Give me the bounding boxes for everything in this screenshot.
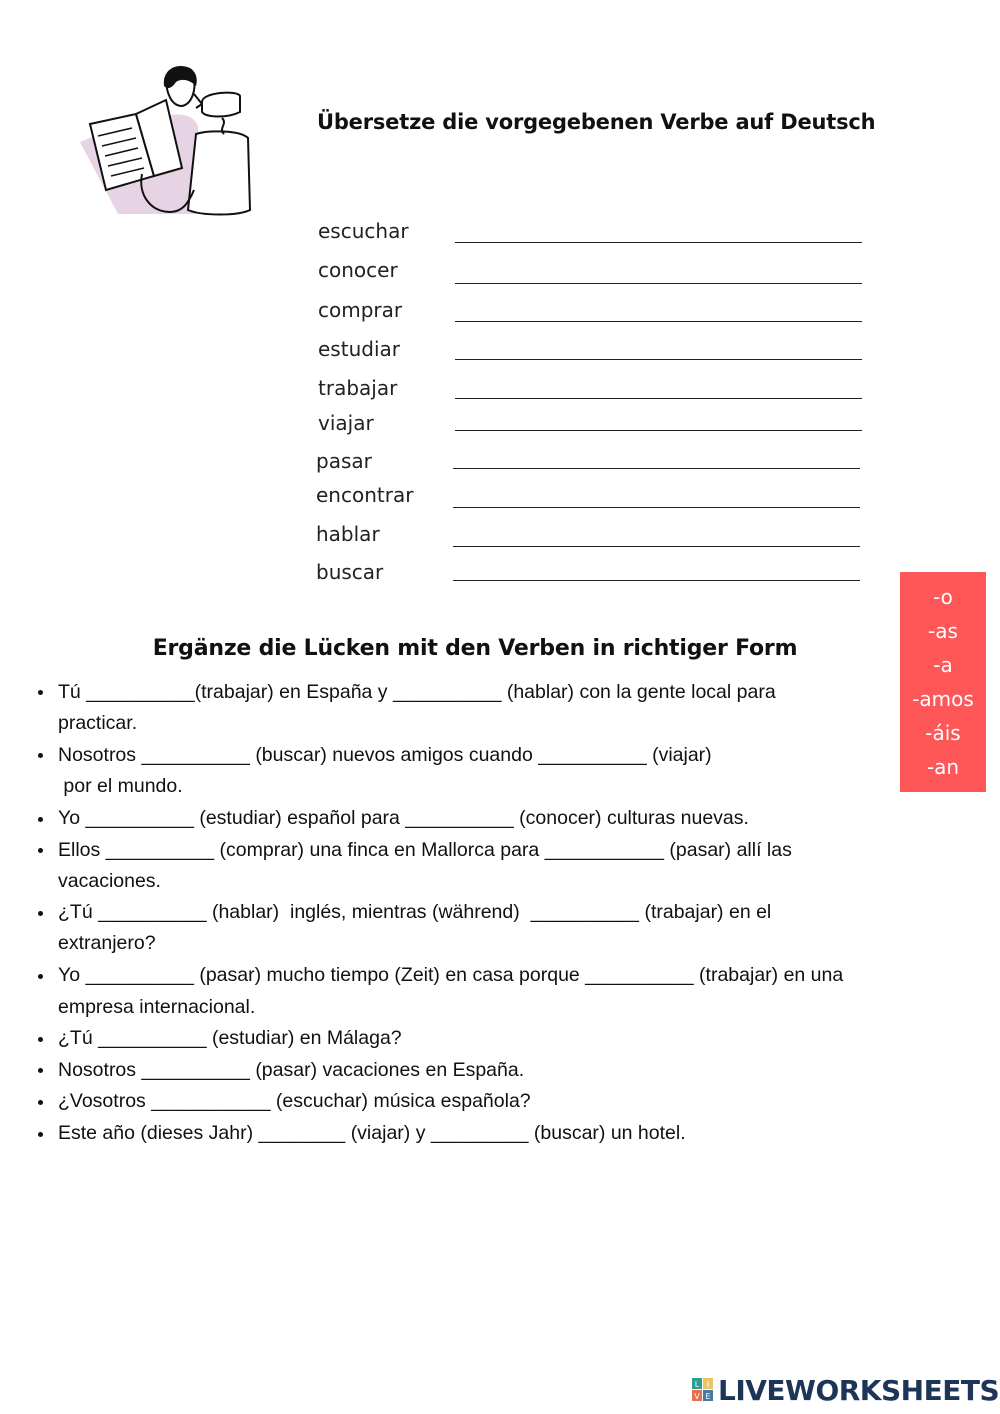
translation-input[interactable] bbox=[456, 214, 865, 242]
bullet-marker bbox=[38, 1100, 46, 1108]
bullet-marker bbox=[38, 1037, 46, 1045]
fill-gaps-section-title: Ergänze die Lücken mit den Verben in richtiger Form bbox=[152, 636, 798, 661]
translation-input[interactable] bbox=[454, 553, 863, 581]
verb-label: escuchar bbox=[318, 219, 409, 243]
exercise-line: Este año (dieses Jahr) ________ (viajar) y _________ (buscar) un hotel. bbox=[58, 1122, 686, 1144]
translation-input[interactable] bbox=[454, 479, 863, 507]
answer-line bbox=[453, 546, 860, 547]
verb-label: encontrar bbox=[316, 483, 414, 507]
ending-label: -áis bbox=[925, 721, 961, 745]
ending-label: -o bbox=[933, 585, 953, 609]
exercise-line: Yo __________ (estudiar) español para __________ (conocer) culturas nuevas. bbox=[58, 807, 749, 829]
ending-label: -a bbox=[933, 653, 953, 677]
exercise-line: Yo __________ (pasar) mucho tiempo (Zeit) en casa porque __________ (trabajar) en una bbox=[58, 964, 844, 986]
mark-letter: V bbox=[694, 1392, 700, 1401]
translation-input[interactable] bbox=[454, 441, 863, 469]
verb-label: buscar bbox=[316, 560, 384, 584]
liveworksheets-mark-icon bbox=[692, 1378, 714, 1402]
mark-letter: L bbox=[694, 1380, 700, 1389]
bullet-marker bbox=[38, 690, 46, 698]
verb-label: trabajar bbox=[318, 376, 398, 400]
exercise-line: ¿Tú __________ (estudiar) en Málaga? bbox=[58, 1027, 402, 1049]
bullet-marker bbox=[38, 1068, 46, 1076]
exercise-line: ¿Vosotros ___________ (escuchar) música española? bbox=[58, 1090, 531, 1112]
exercise-line: Nosotros __________ (pasar) vacaciones en España. bbox=[58, 1059, 525, 1081]
exercise-line: por el mundo. bbox=[58, 775, 183, 797]
answer-line bbox=[453, 507, 860, 508]
verb-label: pasar bbox=[316, 449, 372, 473]
verb-label: viajar bbox=[318, 411, 374, 435]
translation-input[interactable] bbox=[454, 518, 863, 546]
answer-line bbox=[455, 242, 862, 243]
verb-endings-box bbox=[900, 572, 986, 792]
bullet-marker bbox=[38, 848, 46, 856]
answer-line bbox=[455, 283, 862, 284]
bullet-marker bbox=[38, 911, 46, 919]
exercise-line: Nosotros __________ (buscar) nuevos amigos cuando __________ (viajar) bbox=[58, 744, 712, 766]
mark-letter: E bbox=[705, 1392, 711, 1401]
answer-line bbox=[453, 468, 860, 469]
brand-name: LIVEWORKSHEETS bbox=[718, 1374, 1000, 1407]
answer-line bbox=[455, 321, 862, 322]
translation-input[interactable] bbox=[456, 331, 865, 359]
exercise-line: Tú __________(trabajar) en España y __________ (hablar) con la gente local para bbox=[58, 681, 776, 703]
translation-input[interactable] bbox=[456, 403, 865, 431]
exercise-line: empresa internacional. bbox=[58, 996, 256, 1018]
verb-label: hablar bbox=[316, 522, 380, 546]
translation-input[interactable] bbox=[456, 370, 865, 398]
answer-line bbox=[455, 430, 862, 431]
exercise-line: vacaciones. bbox=[58, 870, 161, 892]
answer-line bbox=[455, 398, 862, 399]
bullet-marker bbox=[38, 974, 46, 982]
ending-label: -an bbox=[926, 755, 960, 779]
verb-label: conocer bbox=[318, 258, 398, 282]
bullet-marker bbox=[38, 753, 46, 761]
exercise-line: extranjero? bbox=[58, 932, 156, 954]
answer-line bbox=[453, 580, 860, 581]
verb-label: estudiar bbox=[318, 337, 400, 361]
ending-label: -as bbox=[928, 619, 958, 643]
verb-label: comprar bbox=[318, 298, 403, 322]
translate-section-title: Übersetze die vorgegebenen Verbe auf Deutsch bbox=[317, 110, 876, 134]
exercise-line: practicar. bbox=[58, 712, 138, 734]
answer-line bbox=[455, 359, 862, 360]
mark-letter: I bbox=[706, 1380, 710, 1389]
translation-input[interactable] bbox=[456, 293, 865, 321]
exercise-line: Ellos __________ (comprar) una finca en Mallorca para ___________ (pasar) allí las bbox=[58, 839, 792, 861]
ending-label: -amos bbox=[912, 687, 974, 711]
liveworksheets-logo bbox=[692, 1374, 1000, 1407]
exercise-line: ¿Tú __________ (hablar) inglés, mientras (während) __________ (trabajar) en el bbox=[58, 901, 772, 923]
bullet-marker bbox=[38, 1132, 46, 1140]
bullet-marker bbox=[38, 817, 46, 825]
reading-person-illustration bbox=[78, 64, 254, 220]
translation-input[interactable] bbox=[456, 255, 865, 283]
